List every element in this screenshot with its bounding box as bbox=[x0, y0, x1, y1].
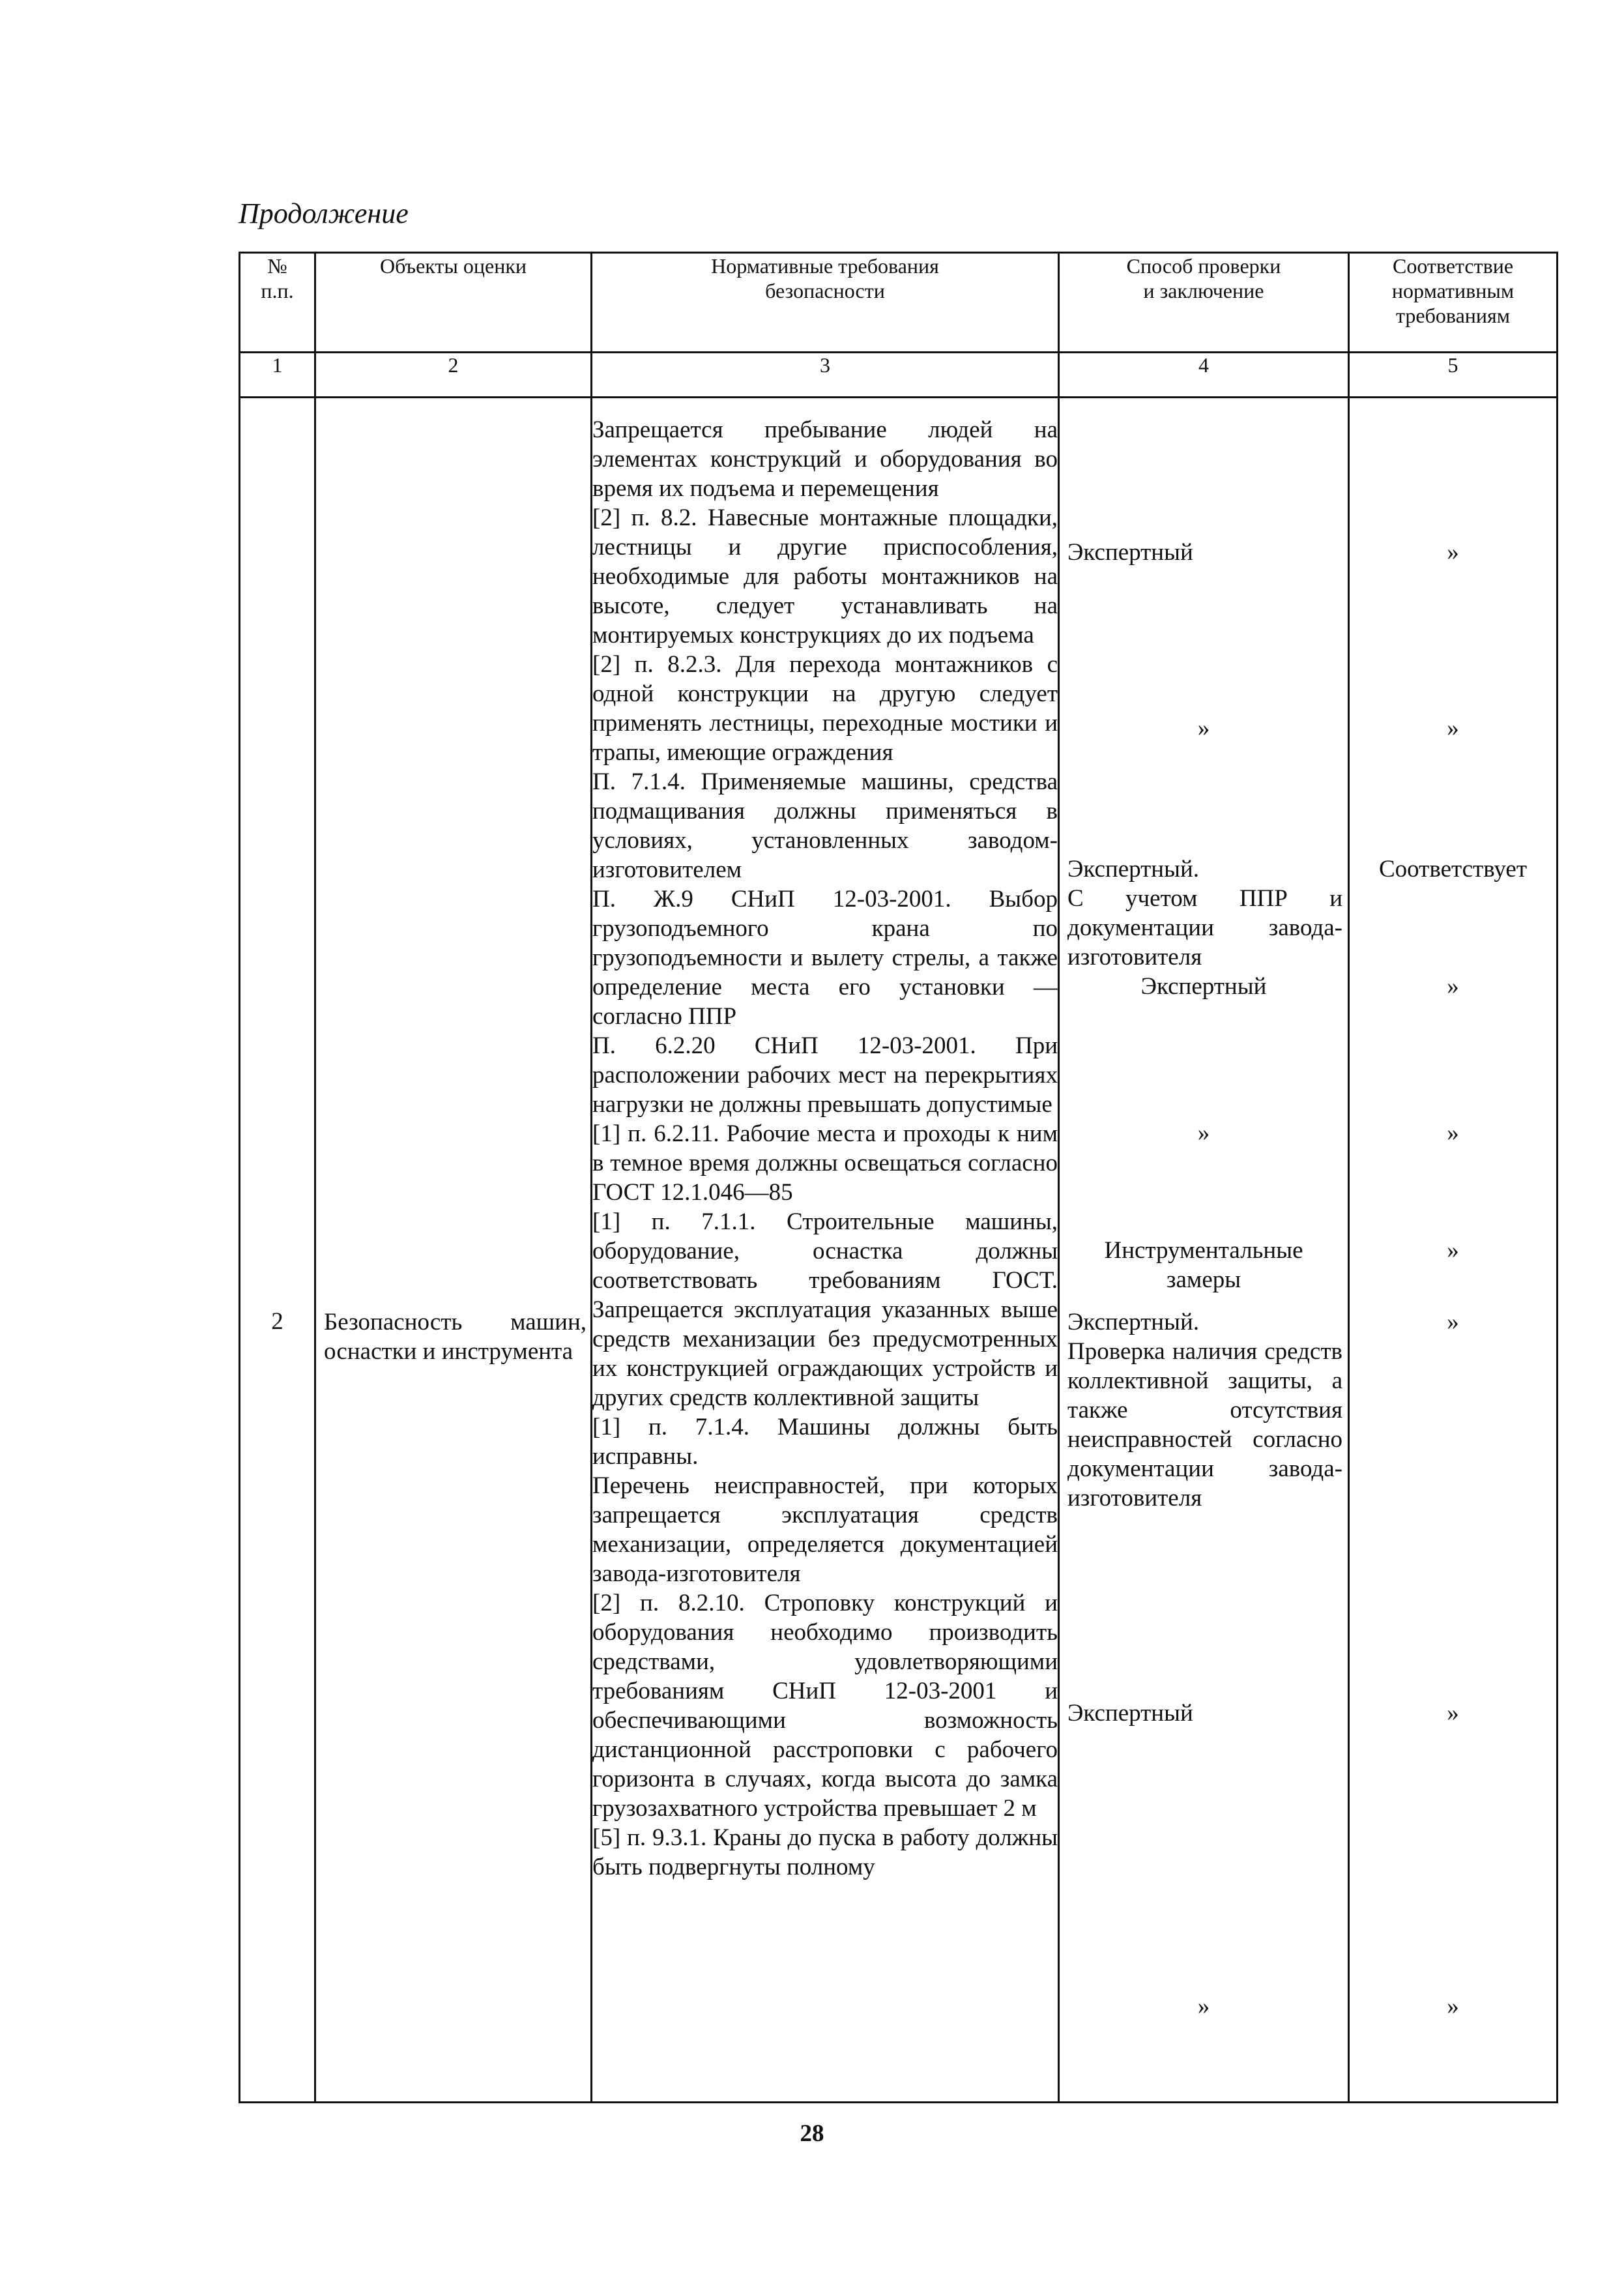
column-number: 4 bbox=[1059, 353, 1349, 398]
requirement-item: [1] п. 7.1.4. Машины должны быть исправны. bbox=[592, 1414, 1058, 1470]
method-item: Экспертный. bbox=[1067, 1309, 1200, 1335]
header-method bbox=[1059, 253, 1349, 353]
header-objects-text: Объекты оценки bbox=[379, 254, 527, 278]
requirement-item: П. 7.1.4. Применяемые машины, средства подмащивания должны применяться в условиях, установленных заводом-изготовителем bbox=[592, 768, 1058, 883]
method-item: Экспертный bbox=[1067, 1700, 1193, 1727]
column-number: 2 bbox=[315, 353, 592, 398]
header-method-text: Способ проверки и заключение bbox=[1126, 254, 1281, 302]
column-number-row bbox=[240, 353, 1558, 398]
requirement-item: [1] п. 6.2.11. Рабочие места и проходы к ним в темное время должны освещаться согласно ГОСТ 12.1.046—85 bbox=[592, 1120, 1058, 1206]
requirement-item: П. Ж.9 СНиП 12-03-2001. Выбор грузоподъемного крана по грузоподъемности и вылету стрелы, а также определение места его установки — согласно ППР bbox=[592, 886, 1058, 1030]
column-number: 1 bbox=[240, 353, 315, 398]
page-number: 28 bbox=[800, 2120, 824, 2147]
compliance-item: » bbox=[1447, 1120, 1459, 1146]
method-item: Проверка наличия средств коллективной защиты, а также отсутствия неисправностей согласно документации завода-изготовителя bbox=[1067, 1338, 1342, 1511]
method-item: » bbox=[1197, 715, 1210, 742]
row-number-cell bbox=[240, 398, 315, 2103]
compliance-item: » bbox=[1447, 715, 1459, 742]
method-item: Экспертный. bbox=[1067, 856, 1200, 883]
requirement-item: Запрещается пребывание людей на элементах конструкций и оборудования во время их подъема и перемещения bbox=[592, 416, 1058, 502]
compliance-item: » bbox=[1447, 973, 1459, 1000]
method-item: » bbox=[1197, 1120, 1210, 1146]
row-number: 2 bbox=[271, 1308, 283, 1335]
header-row bbox=[240, 253, 1558, 353]
compliance-item: » bbox=[1447, 1700, 1459, 1727]
compliance-item: » bbox=[1447, 1993, 1459, 2020]
requirement-item: Перечень неисправностей, при которых запрещается эксплуатация средств механизации, определяется документацией завода-изготовителя bbox=[592, 1472, 1058, 1587]
compliance-item: » bbox=[1447, 1237, 1459, 1264]
requirement-item: [1] п. 7.1.1. Строительные машины, оборудование, оснастка должны соответствовать требованиям ГОСТ. Запрещается эксплуатация указанных выше средств механизации без предусмотренных их конструкцией ограждающих устройств и других средств коллективной защиты bbox=[592, 1208, 1058, 1411]
header-number bbox=[240, 253, 315, 353]
object-text: Безопасность машин, оснастки и инструмента bbox=[324, 1309, 587, 1365]
requirements-cell bbox=[592, 398, 1059, 2103]
column-number: 3 bbox=[592, 353, 1059, 398]
compliance-item: » bbox=[1447, 1309, 1459, 1335]
method-item: Инструментальные замеры bbox=[1104, 1237, 1303, 1293]
method-item: » bbox=[1197, 1993, 1210, 2020]
method-item: Экспертный bbox=[1067, 539, 1193, 566]
column-number: 5 bbox=[1349, 353, 1558, 398]
requirement-item: П. 6.2.20 СНиП 12-03-2001. При расположении рабочих мест на перекрытиях нагрузки не должны превышать допустимые bbox=[592, 1032, 1058, 1118]
compliance-item: Соответствует bbox=[1378, 856, 1528, 883]
continuation-label: Продолжение bbox=[239, 197, 409, 229]
requirement-item: [2] п. 8.2. Навесные монтажные площадки, лестницы и другие приспособления, необходимые для работы монтажников на высоте, следует устанавливать на монтируемых конструкциях до их подъема bbox=[592, 504, 1058, 649]
header-compliance bbox=[1349, 253, 1558, 353]
requirement-item: [2] п. 8.2.10. Строповку конструкций и оборудования необходимо производить средствами, удовлетворяющими требованиям СНиП 12-03-2001 и обеспечивающими возможность дистанционной расстроповки с рабочего горизонта в случаях, когда высота до замка грузозахватного устройства превышает 2 м bbox=[592, 1590, 1058, 1822]
method-item: Экспертный bbox=[1140, 973, 1267, 1000]
header-requirements-text: Нормативные требования безопасности bbox=[711, 254, 939, 302]
safety-requirements-table bbox=[239, 252, 1558, 2103]
requirement-item: [2] п. 8.2.3. Для перехода монтажников с одной конструкции на другую следует применять лестницы, переходные мостики и трапы, имеющие ограждения bbox=[592, 651, 1058, 766]
header-compliance-text: Соответствие нормативным требованиям bbox=[1391, 254, 1515, 327]
header-requirements bbox=[592, 253, 1059, 353]
compliance-cell bbox=[1349, 398, 1558, 2103]
method-item: С учетом ППР и документации завода-изготовителя bbox=[1067, 885, 1342, 970]
requirement-item: [5] п. 9.3.1. Краны до пуска в работу должны быть подвергнуты полному bbox=[592, 1824, 1058, 1880]
object-cell bbox=[315, 398, 592, 2103]
method-cell bbox=[1059, 398, 1349, 2103]
compliance-item: » bbox=[1447, 539, 1459, 566]
header-objects bbox=[315, 253, 592, 353]
table-row bbox=[240, 398, 1558, 2103]
header-number-text: № п.п. bbox=[261, 254, 294, 302]
